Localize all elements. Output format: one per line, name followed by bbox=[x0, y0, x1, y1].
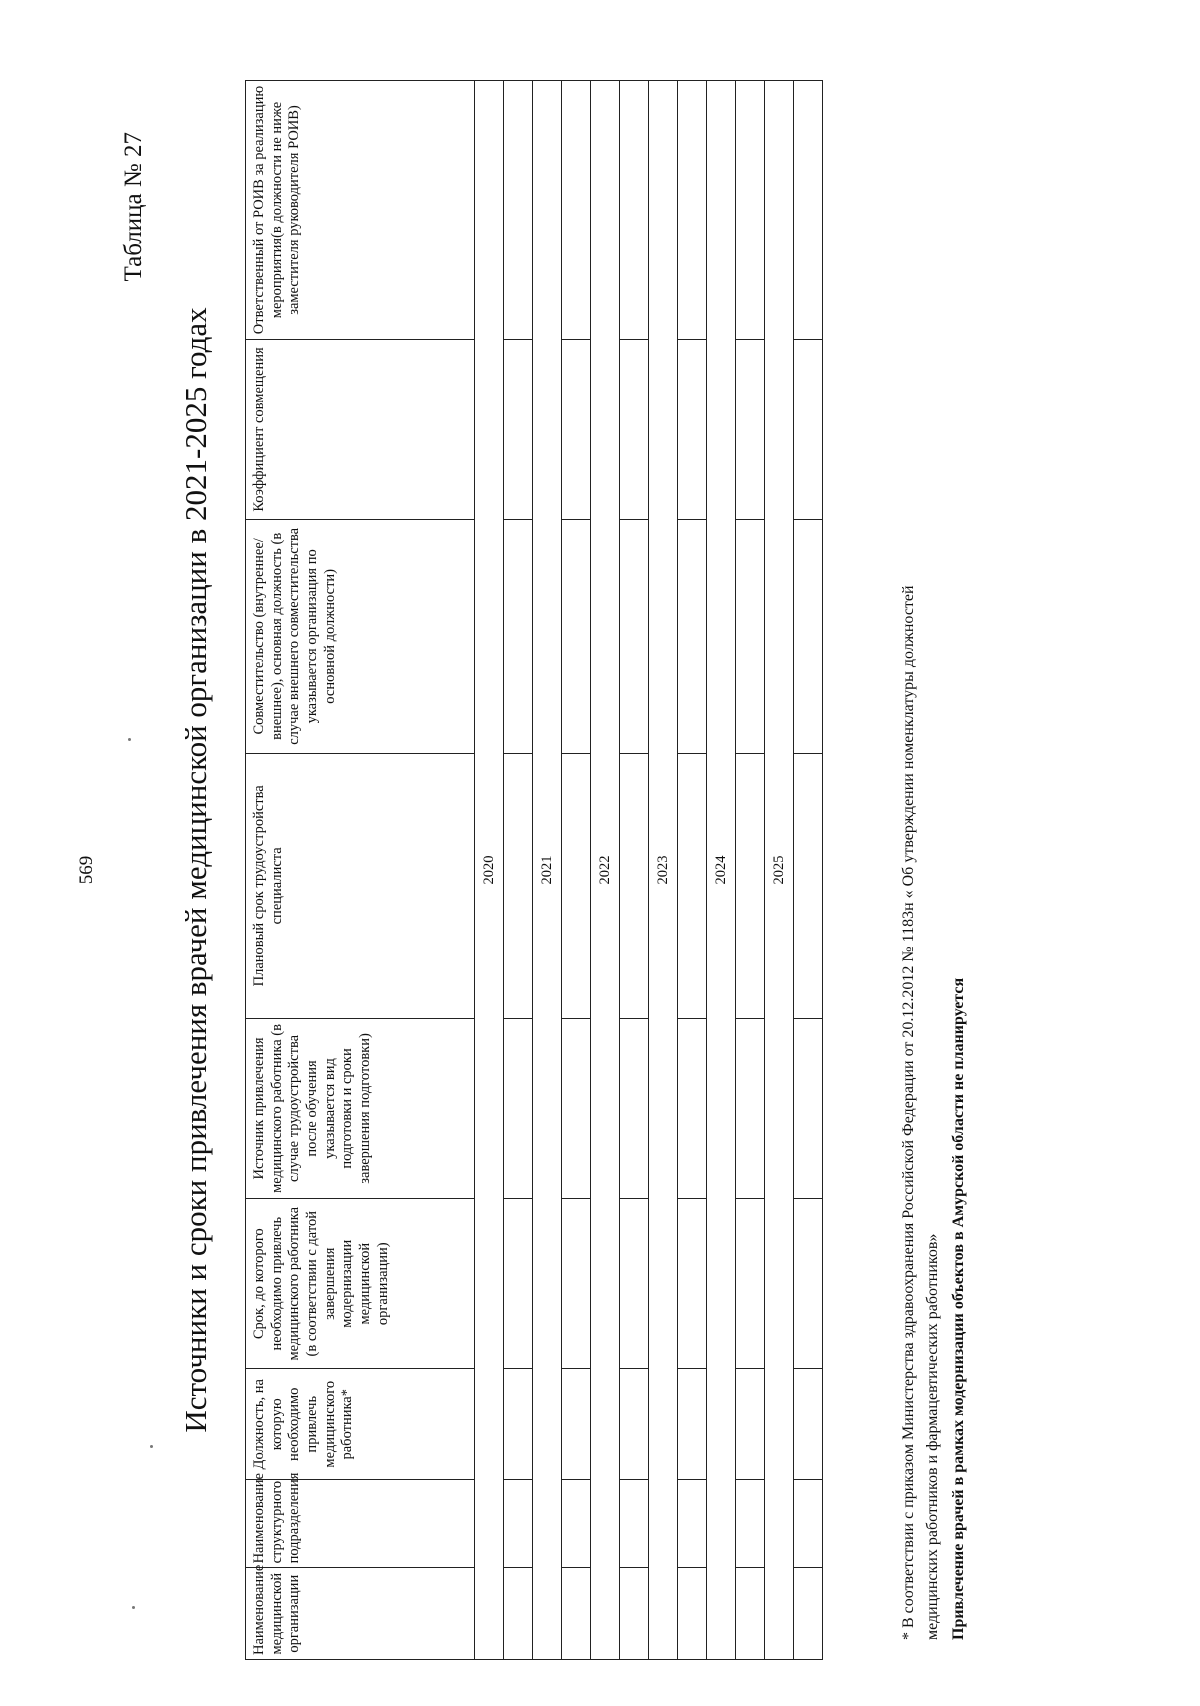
year-label: 2025 bbox=[765, 81, 794, 1660]
column-header-subdivision: Наименование структурного подразделения bbox=[246, 1480, 475, 1568]
table-header-row bbox=[246, 81, 475, 1660]
column-header-organization: Наименование медицинской организации bbox=[246, 1568, 475, 1660]
year-section-row bbox=[533, 81, 562, 1660]
column-header-responsible-person: Ответственный от РОИВ за реализацию мероприятия(в должности не ниже заместителя руководителя РОИВ) bbox=[246, 81, 475, 340]
footnote-order-reference: * В соответствии с приказом Министерства здравоохранения Российской Федерации от 20.12.2012 № 1183н « Об утверждении номенклатуры должностей bbox=[900, 585, 917, 1640]
column-header-position: Должность, на которую необходимо привлечь медицинского работника* bbox=[246, 1369, 475, 1480]
year-label: 2020 bbox=[475, 81, 504, 1660]
year-section-row bbox=[591, 81, 620, 1660]
footnote-order-reference-continued: медицинских работников и фармацевтических работников» bbox=[924, 1233, 941, 1640]
document-title: Источники и сроки привлечения врачей медицинской организации в 2021-2025 годах bbox=[178, 307, 213, 1433]
data-table bbox=[245, 80, 823, 1660]
page-number: 569 bbox=[76, 855, 97, 885]
table-row bbox=[736, 81, 765, 1660]
scan-speck bbox=[128, 738, 131, 741]
rotated-document-page bbox=[0, 40, 1180, 1700]
year-section-row bbox=[765, 81, 794, 1660]
table-row bbox=[678, 81, 707, 1660]
year-label: 2022 bbox=[591, 81, 620, 1660]
year-label: 2023 bbox=[649, 81, 678, 1660]
column-header-part-time-work: Совместительство (внутреннее/внешнее), основная должность (в случае внешнего совместительства указывается организация по основной должности) bbox=[246, 520, 475, 754]
column-header-combination-coefficient: Коэффициент совмещения bbox=[246, 340, 475, 520]
year-section-row bbox=[475, 81, 504, 1660]
column-header-planned-employment-date: Плановый срок трудоустройства специалиста bbox=[246, 753, 475, 1018]
year-label: 2024 bbox=[707, 81, 736, 1660]
scan-speck bbox=[150, 1445, 153, 1448]
footnote-not-planned-statement: Привлечение врачей в рамках модернизации объектов в Амурской области не планируется bbox=[950, 977, 967, 1640]
table-row bbox=[794, 81, 823, 1660]
column-header-deadline: Срок, до которого необходимо привлечь медицинского работника (в соответствии с датой завершения модернизации медицинской организации) bbox=[246, 1198, 475, 1369]
table-number: Таблица № 27 bbox=[120, 132, 147, 282]
column-header-source: Источник привлечения медицинского работника (в случае трудоустройства после обучения указывается вид подготовки и сроки завершения подготовки) bbox=[246, 1018, 475, 1198]
year-section-row bbox=[707, 81, 736, 1660]
year-label: 2021 bbox=[533, 81, 562, 1660]
table-row bbox=[562, 81, 591, 1660]
table-row bbox=[504, 81, 533, 1660]
year-section-row bbox=[649, 81, 678, 1660]
table-row bbox=[620, 81, 649, 1660]
scan-speck bbox=[132, 1606, 135, 1609]
